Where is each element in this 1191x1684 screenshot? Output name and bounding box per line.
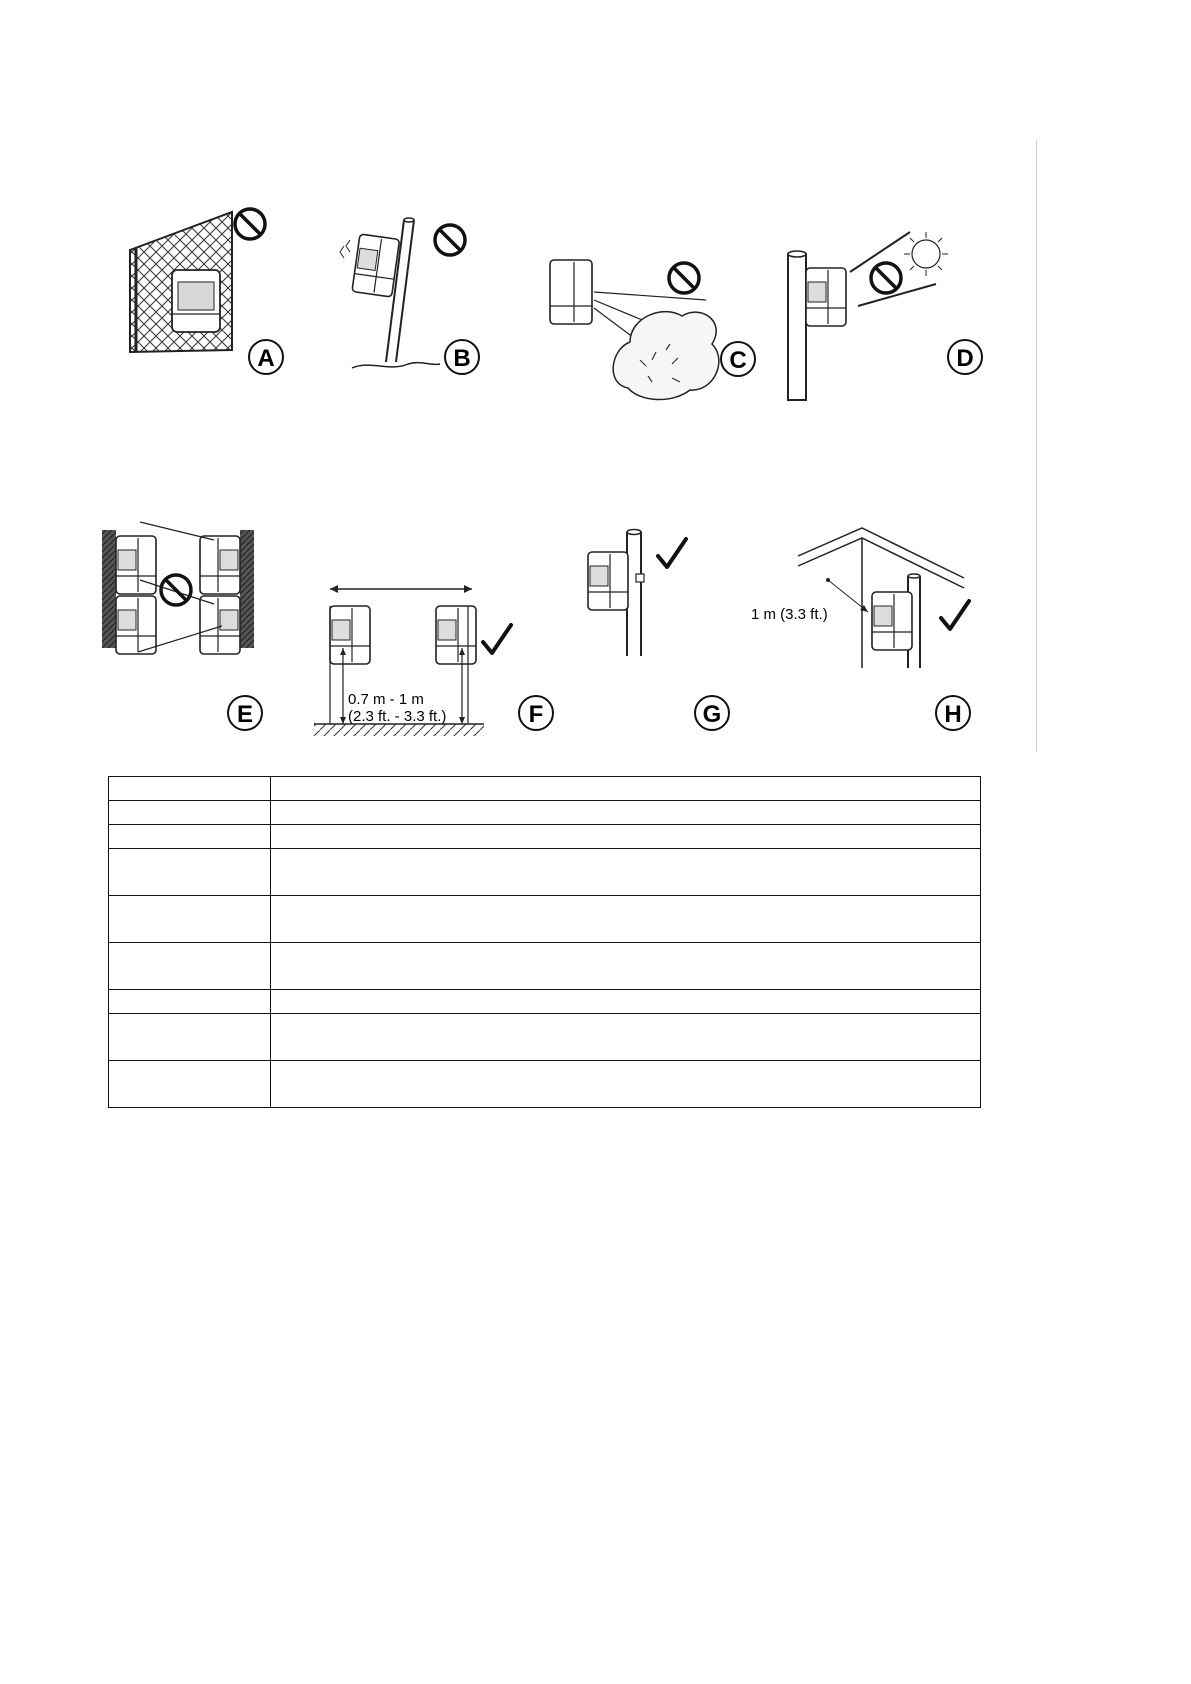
- panel-letter-f: [519, 696, 553, 730]
- table-cell: [109, 825, 271, 849]
- table-cell: [271, 801, 981, 825]
- table-row: [109, 896, 981, 943]
- table-cell: [271, 825, 981, 849]
- table-row: [109, 825, 981, 849]
- svg-text:H: H: [944, 701, 962, 728]
- svg-text:G: G: [702, 701, 722, 728]
- installation-figure: [0, 0, 1191, 760]
- checkmark-icon: [483, 625, 511, 653]
- table-cell: [271, 849, 981, 896]
- detector-device: [588, 552, 628, 610]
- page-divider: [1036, 140, 1037, 752]
- panel-letter-e: [228, 696, 262, 730]
- panel-letter-c: [721, 342, 755, 376]
- panel-g: [588, 530, 729, 731]
- detector-device: [116, 596, 156, 654]
- table-cell: [109, 777, 271, 801]
- height-range-imperial: (2.3 ft. - 3.3 ft.): [348, 708, 447, 725]
- table-cell: [271, 1061, 981, 1108]
- panel-b: [340, 218, 479, 374]
- detector-device: [806, 268, 846, 326]
- table-row: [109, 1061, 981, 1108]
- panel-f: [314, 585, 553, 736]
- panel-d: [788, 232, 982, 400]
- table-row: [109, 849, 981, 896]
- height-range-metric: 0.7 m - 1 m: [348, 691, 424, 708]
- panel-letter-d: [948, 340, 982, 374]
- svg-text:F: F: [528, 701, 544, 728]
- prohibited-icon: [161, 575, 191, 605]
- table-cell: [271, 1014, 981, 1061]
- table-cell: [271, 777, 981, 801]
- panel-letter-b: [445, 340, 479, 374]
- checkmark-icon: [658, 539, 686, 567]
- detector-device: [200, 536, 240, 594]
- svg-text:A: A: [257, 345, 275, 372]
- table-cell: [109, 849, 271, 896]
- panel-letter-g: [695, 696, 729, 730]
- detector-device: [872, 592, 912, 650]
- table-cell: [271, 943, 981, 990]
- prohibited-icon: [871, 263, 901, 293]
- detector-device: [436, 606, 476, 664]
- table-cell: [109, 990, 271, 1014]
- table-row: [109, 801, 981, 825]
- svg-text:B: B: [453, 345, 471, 372]
- svg-text:C: C: [729, 347, 747, 374]
- panel-c: [550, 260, 755, 400]
- detector-device: [330, 606, 370, 664]
- table-cell: [271, 990, 981, 1014]
- panel-h: [751, 528, 970, 730]
- table-cell: [109, 1061, 271, 1108]
- checkmark-icon: [941, 601, 969, 629]
- detector-device: [550, 260, 592, 324]
- svg-text:E: E: [236, 701, 254, 728]
- prohibited-icon: [669, 263, 699, 293]
- panel-letter-a: [249, 340, 283, 374]
- detector-device: [116, 536, 156, 594]
- table-cell: [109, 801, 271, 825]
- table-cell: [109, 896, 271, 943]
- prohibited-icon: [235, 209, 265, 239]
- detector-device: [172, 270, 220, 332]
- distance-label: 1 m (3.3 ft.): [751, 606, 828, 623]
- table-row: [109, 943, 981, 990]
- table-row: [109, 1014, 981, 1061]
- detector-device: [352, 234, 400, 297]
- table-cell: [271, 896, 981, 943]
- detector-device: [200, 596, 240, 654]
- installation-table: [108, 776, 981, 1108]
- table-row: [109, 990, 981, 1014]
- sun-icon: [904, 232, 948, 276]
- panel-a: [130, 209, 283, 374]
- panel-letter-h: [936, 696, 970, 730]
- table-cell: [109, 943, 271, 990]
- svg-text:D: D: [956, 345, 974, 372]
- panel-e: [102, 522, 262, 730]
- table-row: [109, 777, 981, 801]
- prohibited-icon: [435, 225, 465, 255]
- table-cell: [109, 1014, 271, 1061]
